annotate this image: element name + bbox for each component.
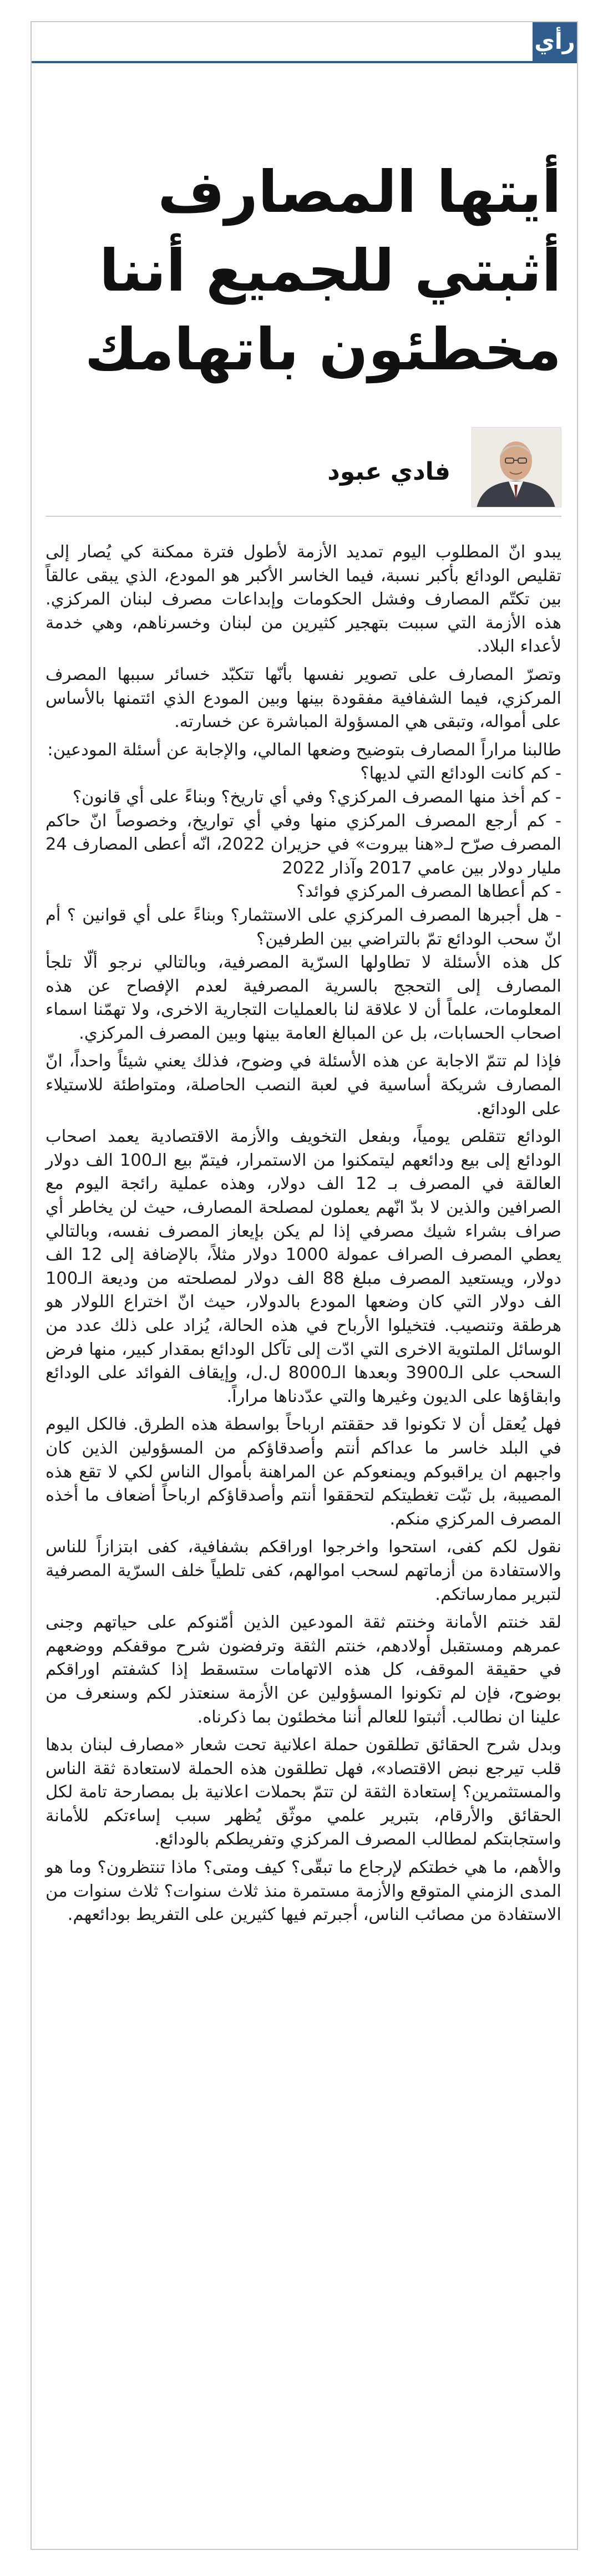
byline-divider <box>45 516 561 517</box>
article-body <box>45 541 561 1927</box>
question-2: - كم أخذ منها المصرف المركزي؟ وفي أي تاريخ؟ وبناءً على أي قانون؟ <box>72 787 561 807</box>
paragraph-3: طالبنا مراراً المصارف بتوضيح وضعها المالي، والإجابة عن أسئلة المودعين: <box>47 740 561 760</box>
paragraph-8: نقول لكم كفى، استحوا واخرجوا اوراقكم بشفافية، كفى ابتزازاً للناس والاستفادة من أزماتهم لسحب اموالهم، كفى تلطياً خلف السرّية المصرفية لتبرير ممارساتكم. <box>45 1537 561 1604</box>
author-name: فادي عبود <box>327 458 450 486</box>
section-rule <box>32 61 577 63</box>
author-portrait-icon <box>472 427 561 507</box>
paragraph-6: الودائع تتقلص يومياً، وبفعل التخويف والأزمة الاقتصادية يعمد اصحاب الودائع إلى بيع ودائعهم ليتمكنوا من الاستمرار، فيتمّ بيع الـ100 الف دولار العالقة في المصرف بـ 12 الف دولار، وهذه عملية رائجة اليوم مع الصرافين والذين لا بدّ انّهم يعملون لمصلحة المصارف، حيث لن يخاطر أي صراف بشراء شيك مصرفي إذا لم يكن بإيعاز المصرف نفسه، وبالتالي يعطي المصرف الصراف عمولة 1000 دولار مثلاً، بالإضافة إلى 12 الف دولار، ويستعيد المصرف مبلغ 88 الف دولار لمصلحته من وديعة الـ100 الف دولار التي كان وضعها المودع بالدولار، حيث انّ اختراع اللولار هو هرطقة وتنصيب. فتخيلوا الأرباح في هذه الحالة، يُزاد على ذلك عدد من الوسائل الملتوية الاخرى التي ادّت إلى تآكل الودائع بمقدار كبير، منها فرض السحب على الـ3900 وبعدها الـ8000 ل.ل، وإيقاف الفوائد على الودائع وابقاؤها على الديون وغيرها والتي عدّدناها مراراً. <box>45 1127 561 1406</box>
question-4: - كم أعطاها المصرف المركزي فوائد؟ <box>296 882 561 902</box>
paragraph-1: يبدو انّ المطلوب اليوم تمديد الأزمة لأطول فترة ممكنة كي يُصار إلى تقليص الودائع بأكبر نسبة، فيما الخاسر الأكبر هو المودع، الذي يبقى عالقاً بين تكتّم المصارف وفشل الحكومات وإبداعات مصرف لبنان المركزي. هذه الأزمة التي سببت بتهجير كثيرين من لبنان وخسرناهم، وهي خدمة لأعداء البلاد. <box>45 542 561 657</box>
paragraph-7: فهل يُعقل أن لا تكونوا قد حققتم ارباحاً بواسطة هذه الطرق. فالكل اليوم في البلد خاسر ما عداكم أنتم وأصدقاؤكم من المسؤولين الذين كان واجبهم ان يراقبوكم ويمنعوكم عن المراهنة بأموال الناس لكي لا تقع هذه المصيبة، بل تبّت تغطيتكم لتحققوا أنتم وأصدقاؤكم ارباحاً أضعاف ما أخذه المصرف المركزي منكم. <box>45 1415 561 1529</box>
paragraph-11: والأهم، ما هي خطتكم لإرجاع ما تبقّى؟ كيف ومتى؟ ماذا تنتظرون؟ وما هو المدى الزمني المتوقع والأزمة مستمرة منذ ثلاث سنوات؟ ثلاث سنوات من الاستفادة من مصائب الناس، أجبرتم فيها كثيرين على التفريط بودائعهم. <box>45 1858 561 1925</box>
paragraph-5: فإذا لم تتمّ الاجابة عن هذه الأسئلة في وضوح، فذلك يعني شيئاً واحداً، انّ المصارف شريكة أساسية في لعبة النصب الحاصلة، ومتواطئة للاستيلاء على الودائع. <box>45 1051 561 1119</box>
paragraph-10: وبدل شرح الحقائق تطلقون حملة اعلانية تحت شعار «مصارف لبنان بدها قلب تيرجع نبض الاقتصاد»، فهل تطلقون هذه الحملة لاستعادة ثقة الناس والمستثمرين؟ إستعادة الثقة لن تتمّ بحملات اعلانية بل بمصارحة تامة لكل الحقائق والأرقام، بتبرير علمي موثّق يُظهر سبب إساءتكم للأمانة واستجابتكم لمطالب المصرف المركزي وتفريطكم بالودائع. <box>45 1735 561 1850</box>
paragraph-2: وتصرّ المصارف على تصوير نفسها بأنّها تتكبّد خسائر سببها المصرف المركزي، فيما الشفافية مفقودة بينها وبين المودع الذي ائتمنها بالأساس على أمواله، وتبقى هي المسؤولة المباشرة عن خسارته. <box>45 664 561 732</box>
question-5: - هل أجبرها المصرف المركزي على الاستثمار؟ وبناءً على أي قوانين ؟ أم انّ سحب الودائع تمّ بالتراضي بين الطرفين؟ <box>45 905 561 949</box>
author-byline <box>45 427 561 507</box>
article-frame <box>31 21 578 2550</box>
article-headline: أيتها المصارف أثبتي للجميع أننا مخطئون باتهامك <box>84 158 561 383</box>
paragraph-9: لقد خنتم الأمانة وخنتم ثقة المودعين الذين أمّنوكم على حياتهم وجنى عمرهم ومستقبل أولادهم، خنتم الثقة وترفضون شرح موقفكم ووضعهم في حقيقة الموقف، كل هذه الاتهامات ستسقط إذا كشفتم اوراقكم بوضوح، فإن لم تكونوا المسؤولين عن الأزمة سنعتذر لكم وسنعرف من علينا ان نطالب. أثبتوا للعالم أننا مخطئون بما ذكرناه. <box>45 1613 561 1727</box>
paragraph-4: كل هذه الأسئلة لا تطاولها السرّية المصرفية، وبالتالي نرجو ألّا تلجأ المصارف إلى التحجج بالسرية المصرفية لعدم الإفصاح عن هذه المعلومات، علماً أن لا علاقة لنا بالعمليات التجارية الاخرى، ولا تهمّنا اسماء اصحاب الحسابات، بل عن المبالغ العامة بينها وبين المصرف المركزي. <box>45 953 561 1043</box>
question-1: - كم كانت الودائع التي لديها؟ <box>360 764 561 784</box>
section-label: رأي <box>533 22 577 61</box>
question-3: - كم أرجع المصرف المركزي منها وفي أي تواريخ، وخصوصاً انّ حاكم المصرف صرّح لـ«هنا بيروت» في حزيران 2022، انّه أعطى المصارف 24 مليار دولار بين عامي 2017 وآذار 2022 <box>45 811 561 878</box>
